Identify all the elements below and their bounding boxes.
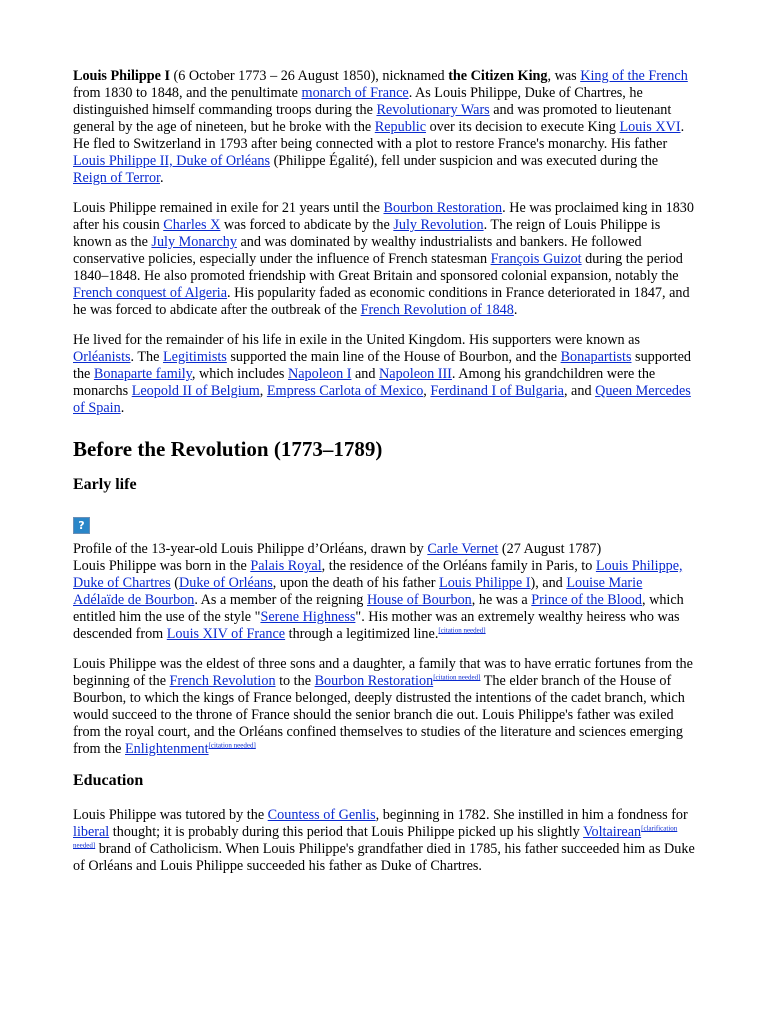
link-louis-philippe-duke-of-chartres[interactable]: Louis Philippe, Duke of Chartres	[73, 558, 683, 591]
link-republic[interactable]: Republic	[374, 119, 427, 135]
link-queen-mercedes[interactable]: Queen Mercedes of Spain	[73, 383, 691, 416]
link-july-revolution[interactable]: July Revolution	[393, 217, 484, 233]
link-enlightenment[interactable]: Enlightenment	[125, 741, 209, 757]
link-revolutionary-wars[interactable]: Revolutionary Wars	[376, 102, 490, 118]
citation-needed-note	[209, 741, 256, 749]
link-bonaparte-family[interactable]: Bonaparte family	[93, 366, 192, 382]
link-monarch-of-france[interactable]: monarch of France	[301, 85, 409, 101]
link-duke-of-orleans[interactable]: Duke of Orléans	[179, 575, 273, 591]
intro-paragraph-2: Louis Philippe remained in exile for 21 years until the Bourbon Restoration. He was proclaimed king in 1830 after his cousin Charles X was forced to abdicate by the July Revolution. The reign of Louis Philippe is known as the July Monarchy and was dominated by wealthy industrialists and bankers. He followed conservative policies, especially under the influence of French statesman François Guizot during the period 1840–1848. He also promoted friendship with Great Britain and sponsored colonial expansion, notably the French conquest of Algeria. His popularity faded as economic conditions in France deteriorated in 1847, and he was forced to abdicate after the outbreak of the French Revolution of 1848.	[73, 200, 694, 318]
link-bourbon-restoration-2[interactable]: Bourbon Restoration	[314, 673, 434, 689]
link-voltairean[interactable]: Voltairean	[583, 824, 642, 840]
citation-needed-note	[438, 626, 485, 634]
subject-name: Louis Philippe I	[73, 68, 170, 84]
link-leopold-ii[interactable]: Leopold II of Belgium	[131, 383, 260, 399]
link-serene-highness[interactable]: Serene Highness	[260, 609, 356, 625]
link-palais-royal[interactable]: Palais Royal	[250, 558, 322, 574]
link-july-monarchy[interactable]: July Monarchy	[151, 234, 237, 250]
link-countess-of-genlis[interactable]: Countess of Genlis	[267, 807, 376, 823]
early-life-paragraph-2: Louis Philippe was the eldest of three sons and a daughter, a family that was to have erratic fortunes from the beginning of the French Revolution to the Bourbon Restoration[citation needed] The elder branch of the House of Bourbon, to which the kings of France belonged, deeply distrusted the intentions of the cadet branch, which would succeed to the throne of France should the senior branch die out. Louis Philippe's father was exiled from the royal court, and the Orléans confined themselves to studies of the literature and sciences emerging from the Enlightenment[citation needed]	[73, 656, 693, 757]
link-king-of-the-french[interactable]: King of the French	[580, 68, 688, 84]
link-house-of-bourbon[interactable]: House of Bourbon	[366, 592, 472, 608]
link-francois-guizot[interactable]: François Guizot	[490, 251, 582, 267]
intro-paragraph-1: Louis Philippe I (6 October 1773 – 26 August 1850), nicknamed the Citizen King, was King of the French from 1830 to 1848, and the penultimate monarch of France. As Louis Philippe, Duke of Chartres, he distinguished himself commanding troops during the Revolutionary Wars and was promoted to lieutenant general by the age of nineteen, but he broke with the Republic over its decision to execute King Louis XVI. He fled to Switzerland in 1793 after being connected with a plot to restore France's monarchy. His father Louis Philippe II, Duke of Orléans (Philippe Égalité), fell under suspicion and was executed during the Reign of Terror.	[73, 68, 688, 186]
education-paragraph-1: Louis Philippe was tutored by the Countess of Genlis, beginning in 1782. She instilled in him a fondness for liberal thought; it is probably during this period that Louis Philippe picked up his slightly Voltairean[clarification needed] brand of Catholicism. When Louis Philippe's grandfather died in 1785, his father succeeded him as Duke of Orléans and Louis Philippe succeeded his father as Duke of Chartres.	[73, 807, 695, 874]
intro-paragraph-3: He lived for the remainder of his life in exile in the United Kingdom. His supporters were known as Orléanists. The Legitimists supported the main line of the House of Bourbon, and the Bonapartists supported the Bonaparte family, which includes Napoleon I and Napoleon III. Among his grandchildren were the monarchs Leopold II of Belgium, Empress Carlota of Mexico, Ferdinand I of Bulgaria, and Queen Mercedes of Spain.	[73, 332, 692, 416]
link-charles-x[interactable]: Charles X	[163, 217, 221, 233]
link-citation-needed[interactable]: [citation needed]	[438, 626, 486, 635]
image-caption: Profile of the 13-year-old Louis Philippe d’Orléans, drawn by Carle Vernet (27 August 1787)	[73, 541, 602, 557]
missing-image-icon[interactable]: ?	[73, 517, 90, 534]
link-empress-carlota[interactable]: Empress Carlota of Mexico	[266, 383, 424, 399]
section-heading: Before the Revolution (1773–1789)	[73, 437, 383, 461]
link-liberal[interactable]: liberal	[73, 824, 110, 840]
link-napoleon-i[interactable]: Napoleon I	[288, 366, 352, 382]
link-bonapartists[interactable]: Bonapartists	[560, 349, 632, 365]
subheading-education: Education	[73, 772, 144, 789]
article-body	[73, 68, 695, 888]
link-ferdinand-i[interactable]: Ferdinand I of Bulgaria	[430, 383, 564, 399]
link-napoleon-iii[interactable]: Napoleon III	[379, 366, 452, 382]
link-bourbon-restoration[interactable]: Bourbon Restoration	[383, 200, 503, 216]
link-prince-of-the-blood[interactable]: Prince of the Blood	[531, 592, 642, 608]
link-louis-xiv[interactable]: Louis XIV of France	[166, 626, 286, 642]
link-french-revolution[interactable]: French Revolution	[169, 673, 276, 689]
link-orleanists[interactable]: Orléanists	[73, 349, 131, 365]
link-citation-needed[interactable]: [citation needed]	[208, 741, 256, 750]
image-placeholder[interactable]	[73, 511, 695, 541]
link-louis-philippe-i[interactable]: Louis Philippe I	[439, 575, 531, 591]
link-louis-xvi[interactable]: Louis XVI	[619, 119, 681, 135]
link-french-conquest-of-algeria[interactable]: French conquest of Algeria	[73, 285, 228, 301]
link-carle-vernet[interactable]: Carle Vernet	[427, 541, 499, 557]
link-legitimists[interactable]: Legitimists	[162, 349, 227, 365]
nickname: the Citizen King	[448, 68, 548, 84]
early-life-paragraph-1: Louis Philippe was born in the Palais Royal, the residence of the Orléans family in Paris, to Louis Philippe, Duke of Chartres (Duke of Orléans, upon the death of his father Louis Philippe I), and Louise Marie Adélaïde de Bourbon. As a member of the reigning House of Bourbon, he was a Prince of the Blood, which entitled him the use of the style "Serene Highness". His mother was an extremely wealthy heiress who was descended from Louis XIV of France through a legitimized line.[citation needed]	[73, 558, 684, 642]
link-french-revolution-of-1848[interactable]: French Revolution of 1848	[360, 302, 514, 318]
link-louis-philippe-ii[interactable]: Louis Philippe II, Duke of Orléans	[73, 153, 271, 169]
link-citation-needed[interactable]: [citation needed]	[433, 673, 481, 682]
subheading-early-life: Early life	[73, 476, 137, 493]
link-clarification-needed[interactable]: [clarification needed]	[73, 824, 678, 850]
link-louise-marie-adelaide[interactable]: Louise Marie Adélaïde de Bourbon	[73, 575, 643, 608]
link-reign-of-terror[interactable]: Reign of Terror	[73, 170, 161, 186]
citation-needed-note	[433, 673, 480, 681]
